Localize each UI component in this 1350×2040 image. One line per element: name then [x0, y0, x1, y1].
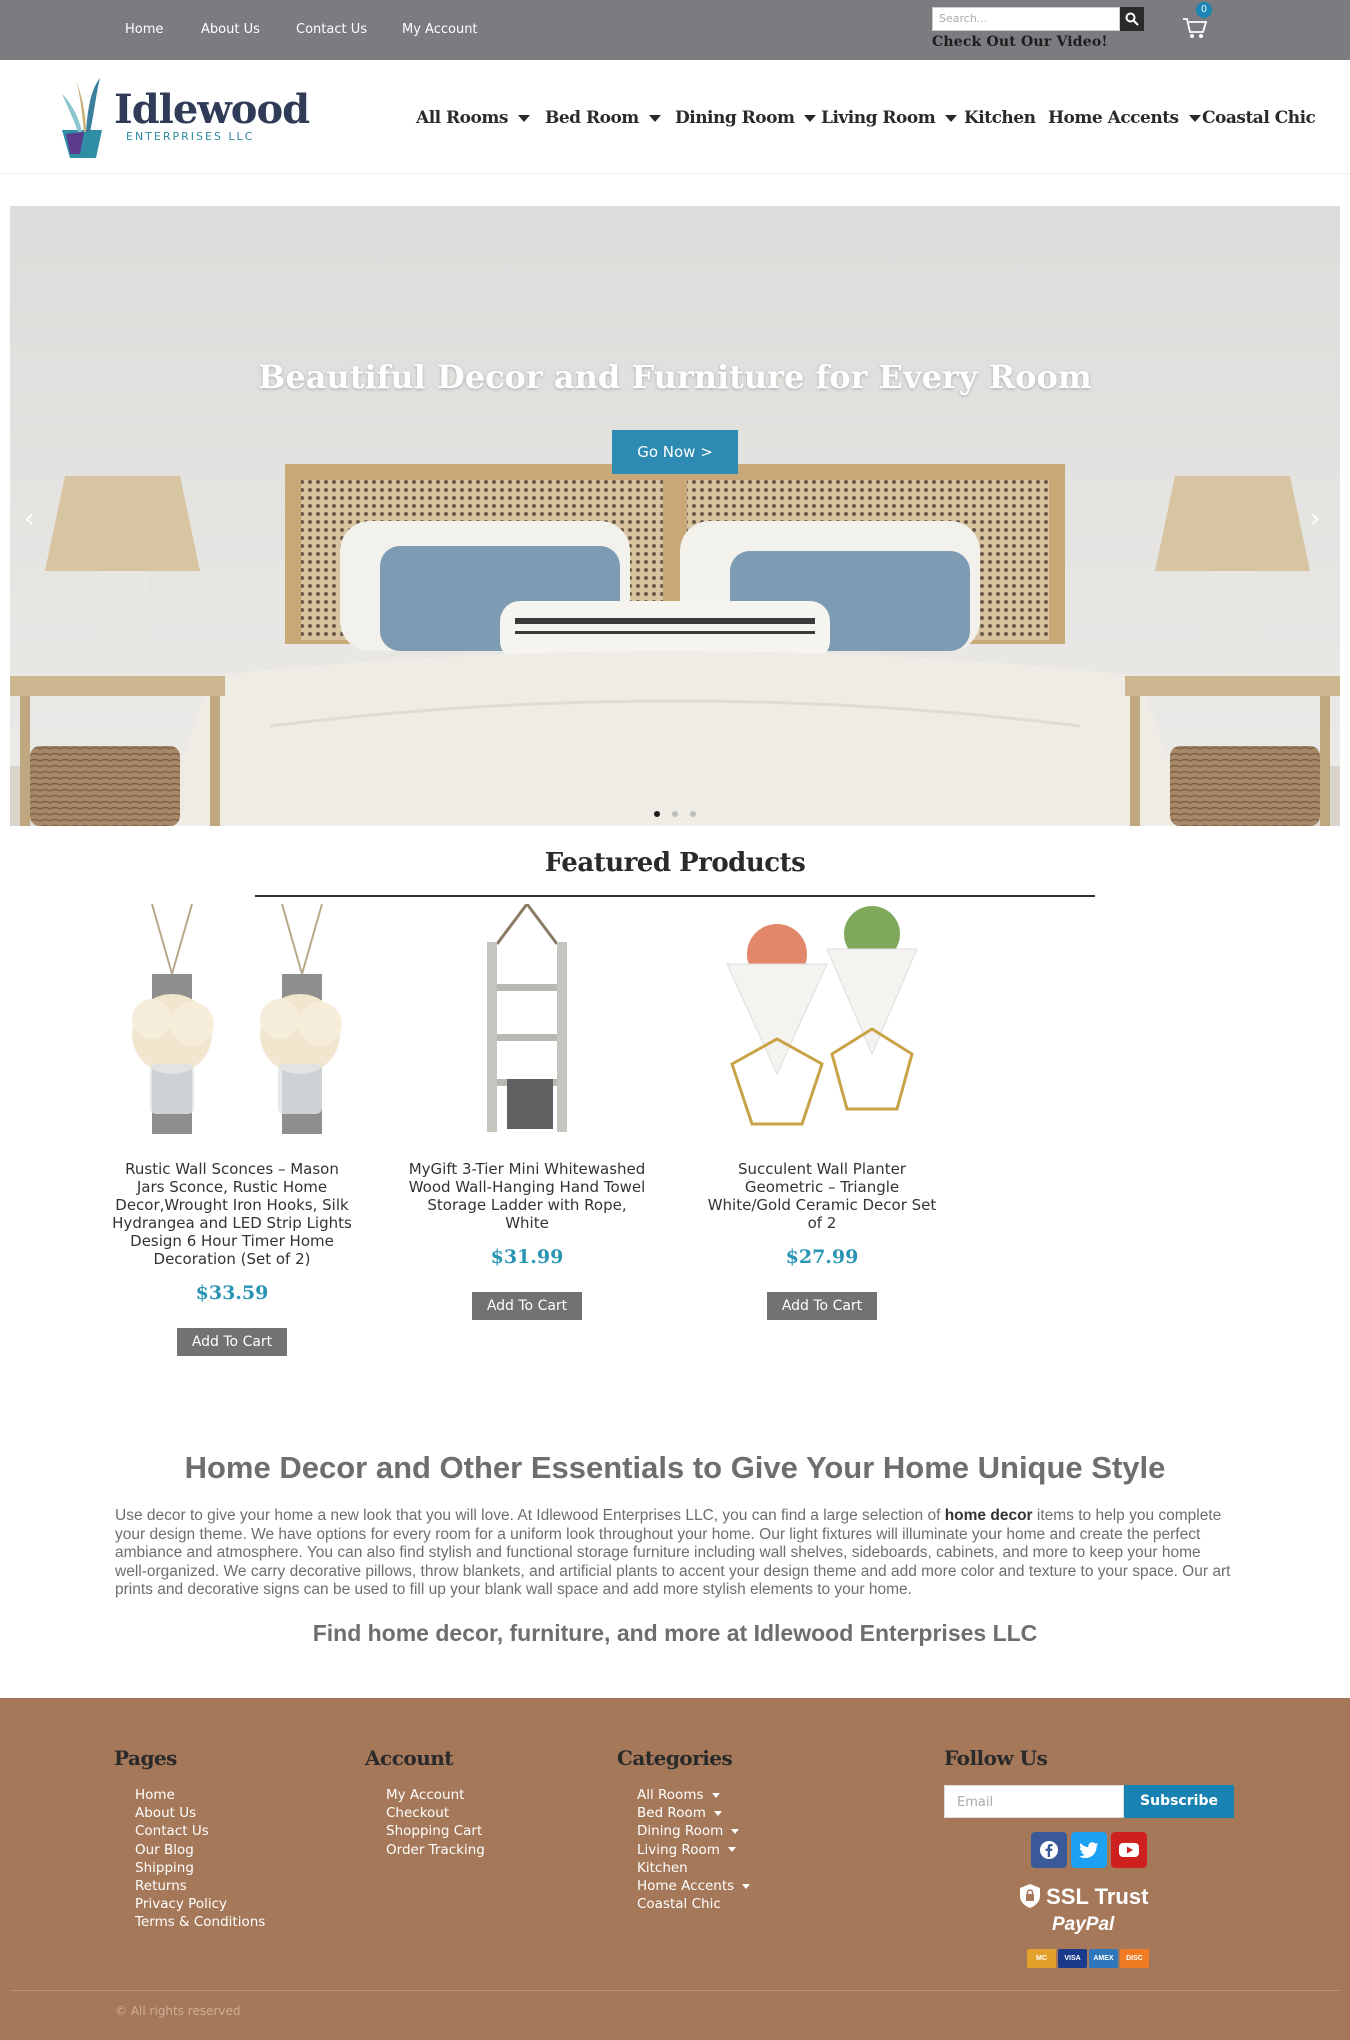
logo-feather-icon [56, 74, 108, 162]
footer-categories-heading: Categories [617, 1746, 733, 1770]
add-to-cart-button[interactable]: Add To Cart [177, 1328, 287, 1356]
nav-home-accents-label: Home Accents [1048, 108, 1179, 128]
caret-down-icon [804, 115, 816, 122]
footer-link[interactable]: Our Blog [135, 1841, 194, 1858]
nav-all-rooms[interactable] [416, 108, 530, 128]
footer-link[interactable]: Terms & Conditions [135, 1914, 266, 1931]
product-name[interactable]: Succulent Wall Planter Geometric – Triangle White/Gold Ceramic Decor Set of 2 [707, 1160, 937, 1232]
caret-down-icon [712, 1793, 720, 1798]
twitter-bird-icon [1079, 1841, 1099, 1859]
nav-kitchen[interactable] [964, 108, 1035, 128]
product-image-towel-ladder[interactable] [407, 904, 647, 1140]
cart-count-badge: 0 [1196, 2, 1212, 18]
nav-living-room-label: Living Room [821, 108, 936, 128]
cart-button[interactable] [1182, 16, 1208, 40]
slider-prev-icon[interactable]: ‹ [24, 504, 35, 534]
nav-dining-room-label: Dining Room [675, 108, 795, 128]
product-price: $27.99 [785, 1246, 859, 1268]
nav-kitchen-label: Kitchen [964, 108, 1036, 128]
footer-account-heading: Account [365, 1746, 454, 1770]
footer-categories-list [637, 1786, 750, 1913]
caret-down-icon [731, 1829, 739, 1834]
product-price: $33.59 [195, 1282, 269, 1304]
facebook-glyph-icon [1039, 1840, 1059, 1860]
footer-category-label: All Rooms [637, 1787, 704, 1803]
logo-wordmark[interactable]: Idlewood [114, 86, 310, 133]
add-to-cart-button[interactable]: Add To Cart [767, 1292, 877, 1320]
footer-link[interactable]: Privacy Policy [135, 1896, 228, 1913]
footer-follow-heading: Follow Us [944, 1746, 1048, 1770]
slider-dot-1[interactable] [654, 811, 660, 817]
mastercard-icon: MC [1027, 1949, 1056, 1968]
footer-link[interactable]: Contact Us [135, 1823, 209, 1840]
nav-coastal-chic-label: Coastal Chic [1202, 108, 1316, 128]
discover-icon: DISC [1120, 1949, 1149, 1968]
footer-link[interactable]: Returns [135, 1878, 187, 1895]
search-icon [1125, 12, 1139, 26]
slider-dot-3[interactable] [690, 811, 696, 817]
footer-account-list [386, 1786, 485, 1859]
caret-down-icon [518, 115, 530, 122]
top-link-account[interactable]: My Account [402, 22, 478, 37]
top-link-home[interactable]: Home [125, 22, 164, 37]
logo-mark[interactable] [56, 74, 108, 162]
twitter-icon[interactable] [1071, 1832, 1107, 1868]
nav-home-accents[interactable] [1048, 108, 1201, 128]
succulent-planter-image [702, 904, 942, 1140]
nav-dining-room[interactable] [675, 108, 816, 128]
footer-link[interactable]: My Account [386, 1787, 465, 1803]
paypal-logo: PayPal [1052, 1914, 1115, 1935]
about-paragraph [115, 1507, 1235, 1600]
wall-sconces-image [112, 904, 352, 1140]
footer-category-label: Bed Room [637, 1805, 706, 1822]
product-price: $31.99 [490, 1246, 564, 1268]
slider-dot-2[interactable] [672, 811, 678, 817]
caret-down-icon [728, 1847, 736, 1852]
product-card [702, 904, 942, 1320]
towel-ladder-image [407, 904, 647, 1140]
footer-category-label: Coastal Chic [637, 1896, 721, 1913]
add-to-cart-button[interactable]: Add To Cart [472, 1292, 582, 1320]
subscribe-button[interactable]: Subscribe [1124, 1785, 1234, 1818]
amex-icon: AMEX [1089, 1949, 1118, 1968]
facebook-icon[interactable] [1031, 1832, 1067, 1868]
nav-bed-room-label: Bed Room [545, 108, 639, 128]
about-heading: Home Decor and Other Essentials to Give Your Home Unique Style [184, 1450, 1166, 1485]
search-button[interactable] [1120, 7, 1144, 31]
footer-category-kitchen[interactable] [637, 1859, 750, 1877]
nav-bed-room[interactable] [545, 108, 661, 128]
footer-link[interactable]: Home [135, 1787, 175, 1803]
nav-all-rooms-label: All Rooms [416, 108, 508, 128]
about-text-bold: home decor [944, 1507, 1033, 1524]
about-text-end: items to help you complete your design theme. We have options for every room for a uniform look throughout your home. Our light fixtures will illuminate your home and create the perfect ambiance and atmosphere. You can also find stylish and functional storage furniture including wall shelves, sideboards, cabinets, and more to keep your home well-organized. We carry decorative pillows, throw blankets, and artificial plants to accent your design theme and add more color and texture to your space. Our art prints and decorative signs can be used to fill up your blank wall space and add more stylish elements to your home. [115, 1507, 1231, 1599]
ssl-trust-text: SSL Trust [1046, 1884, 1149, 1909]
newsletter-email-input[interactable]: Email [944, 1785, 1124, 1818]
footer-category-home-accents[interactable] [637, 1877, 750, 1895]
hero-go-now-button[interactable]: Go Now > [612, 430, 738, 474]
video-link[interactable]: Check Out Our Video! [932, 34, 1108, 50]
footer-link[interactable]: Order Tracking [386, 1841, 485, 1858]
footer-pages-list [135, 1786, 265, 1932]
footer-pages-heading: Pages [114, 1746, 177, 1770]
caret-down-icon [1189, 115, 1201, 122]
footer-category-label: Kitchen [637, 1859, 688, 1876]
nav-coastal-chic[interactable] [1202, 108, 1315, 128]
caret-down-icon [945, 115, 957, 122]
caret-down-icon [649, 115, 661, 122]
lock-icon [1020, 1884, 1040, 1908]
product-card [407, 904, 647, 1320]
product-image-succulent-planter[interactable] [702, 904, 942, 1140]
youtube-icon[interactable] [1111, 1832, 1147, 1868]
footer-category-all-rooms[interactable] [637, 1786, 750, 1804]
footer-category-label: Living Room [637, 1841, 720, 1858]
featured-products-title: Featured Products [544, 848, 806, 878]
featured-divider [255, 895, 1095, 897]
hero-title: Beautiful Decor and Furniture for Every Room [258, 358, 1092, 396]
product-card [112, 904, 352, 1356]
ssl-trust-badge [1020, 1884, 1148, 1910]
visa-icon: VISA [1058, 1949, 1087, 1968]
footer-category-dining-room[interactable] [637, 1822, 750, 1840]
top-link-about[interactable]: About Us [201, 22, 260, 37]
logo-subtitle: ENTERPRISES LLC [126, 130, 255, 143]
footer-category-label: Dining Room [637, 1823, 724, 1840]
top-link-contact[interactable]: Contact Us [296, 22, 367, 37]
product-image-wall-sconces[interactable] [112, 904, 352, 1140]
slider-next-icon[interactable]: › [1310, 504, 1321, 534]
footer-category-living-room[interactable] [637, 1841, 750, 1859]
youtube-play-icon [1119, 1843, 1139, 1857]
footer-category-coastal-chic[interactable] [637, 1895, 750, 1913]
nav-living-room[interactable] [821, 108, 957, 128]
footer-link[interactable]: Shipping [135, 1859, 194, 1876]
footer-divider [10, 1990, 1340, 1991]
footer-link[interactable]: Checkout [386, 1805, 450, 1822]
caret-down-icon [742, 1884, 750, 1889]
footer-link[interactable]: Shopping Cart [386, 1823, 483, 1840]
copyright-text: © All rights reserved [115, 2004, 241, 2018]
footer-category-bed-room[interactable] [637, 1804, 750, 1822]
footer-category-label: Home Accents [637, 1878, 735, 1895]
footer-link[interactable]: About Us [135, 1805, 197, 1822]
cart-icon [1182, 16, 1208, 40]
hero-bedroom-image [10, 206, 1340, 826]
search-input[interactable]: Search... [932, 7, 1120, 31]
about-tagline: Find home decor, furniture, and more at Idlewood Enterprises LLC [312, 1620, 1038, 1646]
about-text-start: Use decor to give your home a new look that you will love. At Idlewood Enterprises LLC, you can find a large selection of [115, 1507, 945, 1524]
product-name[interactable]: MyGift 3-Tier Mini Whitewashed Wood Wall-Hanging Hand Towel Storage Ladder with Rope, White [408, 1160, 646, 1232]
caret-down-icon [714, 1811, 722, 1816]
hero-slider [10, 206, 1340, 826]
product-name[interactable]: Rustic Wall Sconces – Mason Jars Sconce, Rustic Home Decor,Wrought Iron Hooks, Silk Hydrangea and LED Strip Lights Design 6 Hour Timer Home Decoration (Set of 2) [112, 1160, 352, 1268]
